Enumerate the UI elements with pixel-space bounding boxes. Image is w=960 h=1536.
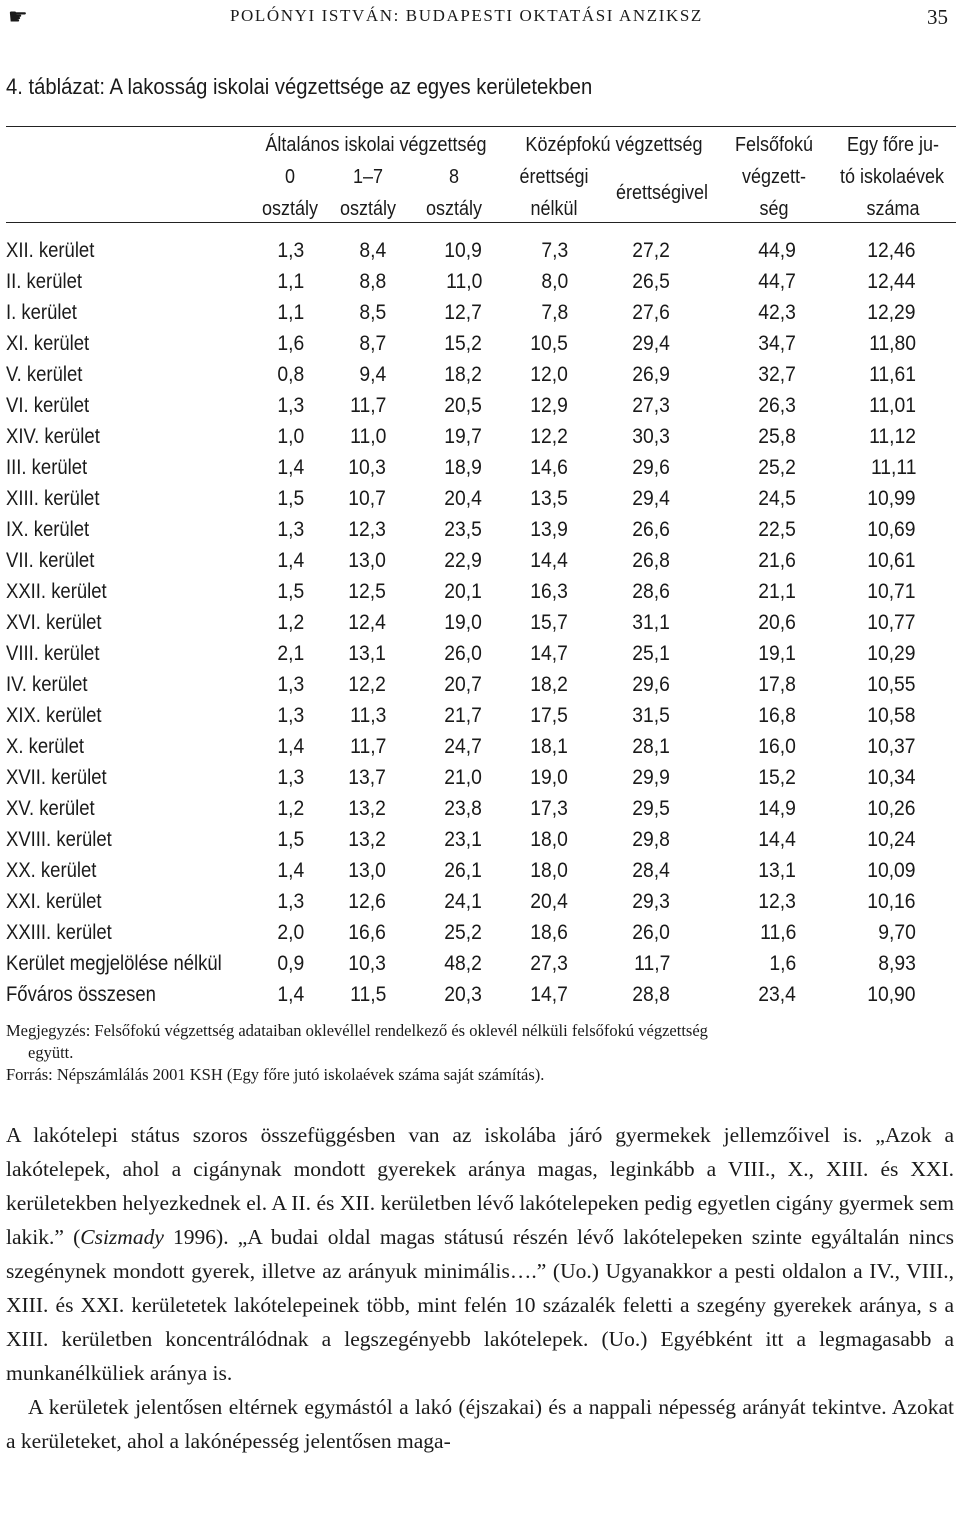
cell-0-osztaly: 2,0 (277, 921, 304, 944)
cell-8-osztaly: 24,7 (444, 735, 482, 758)
cell-erettsegi-nelkul: 12,9 (530, 394, 568, 417)
table-row (6, 329, 956, 359)
cell-8-osztaly: 23,1 (444, 828, 482, 851)
cell-0-osztaly: 1,4 (277, 735, 304, 758)
cell-erettsegi-nelkul: 14,7 (530, 983, 568, 1006)
cell-1-7-osztaly: 11,3 (349, 704, 386, 727)
cell-erettsegi-nelkul: 18,0 (530, 828, 568, 851)
cell-erettsegi-nelkul: 7,3 (541, 239, 568, 262)
cell-iskolaevek: 10,37 (867, 735, 916, 758)
cell-8-osztaly: 19,0 (444, 611, 482, 634)
table-row (6, 639, 956, 669)
cell-8-osztaly: 18,2 (444, 363, 482, 386)
cell-felsofoku: 16,8 (758, 704, 796, 727)
col-header-0-osztaly-2: osztály (261, 198, 319, 220)
cell-erettsegivel: 28,6 (632, 580, 670, 603)
row-label: V. kerület (6, 363, 83, 386)
cell-1-7-osztaly: 12,5 (348, 580, 386, 603)
cell-erettsegi-nelkul: 19,0 (530, 766, 568, 789)
cell-iskolaevek: 10,09 (867, 859, 916, 882)
row-label: XVII. kerület (6, 766, 107, 789)
cell-felsofoku: 20,6 (758, 611, 796, 634)
row-label: X. kerület (6, 735, 85, 758)
col-header-erettsegi-nelkul-2: nélkül (530, 198, 578, 220)
cell-erettsegi-nelkul: 13,5 (530, 487, 568, 510)
cell-erettsegi-nelkul: 17,5 (530, 704, 568, 727)
cell-felsofoku: 25,2 (758, 456, 796, 479)
cell-iskolaevek: 10,26 (867, 797, 916, 820)
cell-8-osztaly: 10,9 (444, 239, 482, 262)
cell-felsofoku: 13,1 (758, 859, 796, 882)
cell-iskolaevek: 10,69 (867, 518, 916, 541)
cell-erettsegivel: 28,1 (632, 735, 670, 758)
cell-0-osztaly: 1,3 (277, 766, 304, 789)
cell-felsofoku: 12,3 (758, 890, 796, 913)
group-header-altalanos: Általános iskolai végzettség (265, 134, 487, 156)
citation-author: Csizmady (80, 1225, 164, 1249)
cell-erettsegi-nelkul: 17,3 (530, 797, 568, 820)
col-header-iskolaevek-1: Egy főre ju- (846, 134, 940, 156)
row-label: XIV. kerület (6, 425, 100, 448)
cell-8-osztaly: 15,2 (444, 332, 482, 355)
cell-0-osztaly: 1,3 (277, 890, 304, 913)
cell-0-osztaly: 1,2 (277, 797, 304, 820)
table-row (6, 391, 956, 421)
table-header-rule (6, 222, 956, 223)
table-row (6, 980, 956, 1010)
running-head (0, 0, 960, 40)
row-label: I. kerület (6, 301, 77, 324)
table-row (6, 949, 956, 979)
cell-erettsegivel: 27,2 (632, 239, 670, 262)
cell-erettsegivel: 26,6 (632, 518, 670, 541)
cell-felsofoku: 24,5 (758, 487, 796, 510)
row-label: Főváros összesen (6, 983, 156, 1006)
cell-0-osztaly: 1,4 (277, 549, 304, 572)
row-label: II. kerület (6, 270, 83, 293)
cell-0-osztaly: 1,5 (277, 487, 304, 510)
col-header-felsofoku-1: Felsőfokú (734, 134, 814, 156)
col-header-felsofoku-2: végzett- (741, 166, 807, 188)
cell-erettsegi-nelkul: 18,1 (530, 735, 568, 758)
cell-0-osztaly: 1,0 (277, 425, 304, 448)
cell-8-osztaly: 12,7 (444, 301, 482, 324)
table-row (6, 887, 956, 917)
cell-1-7-osztaly: 13,2 (348, 797, 386, 820)
cell-erettsegivel: 11,7 (633, 952, 670, 975)
cell-1-7-osztaly: 8,4 (359, 239, 386, 262)
row-label: VII. kerület (6, 549, 95, 572)
table-row (6, 484, 956, 514)
cell-erettsegivel: 26,8 (632, 549, 670, 572)
cell-8-osztaly: 21,0 (444, 766, 482, 789)
row-label: XXII. kerület (6, 580, 107, 603)
cell-1-7-osztaly: 10,7 (348, 487, 386, 510)
cell-0-osztaly: 1,4 (277, 983, 304, 1006)
cell-0-osztaly: 1,4 (277, 859, 304, 882)
row-label: VIII. kerület (6, 642, 100, 665)
cell-felsofoku: 26,3 (758, 394, 796, 417)
table-row (6, 918, 956, 948)
cell-erettsegi-nelkul: 12,0 (530, 363, 568, 386)
col-header-1-7-osztaly-2: osztály (339, 198, 397, 220)
cell-iskolaevek: 11,80 (869, 332, 916, 355)
col-header-iskolaevek-2: tó iskolaévek (839, 166, 945, 188)
cell-iskolaevek: 10,24 (867, 828, 916, 851)
cell-0-osztaly: 1,1 (277, 270, 304, 293)
row-label: Kerület megjelölése nélkül (6, 952, 222, 975)
col-header-0-osztaly-1: 0 (284, 166, 296, 188)
cell-0-osztaly: 1,4 (277, 456, 304, 479)
row-label: XXI. kerület (6, 890, 102, 913)
table-row (6, 515, 956, 545)
table-row (6, 701, 956, 731)
cell-8-osztaly: 20,7 (444, 673, 482, 696)
cell-felsofoku: 14,9 (758, 797, 796, 820)
cell-1-7-osztaly: 12,2 (348, 673, 386, 696)
cell-1-7-osztaly: 16,6 (348, 921, 386, 944)
cell-8-osztaly: 20,3 (444, 983, 482, 1006)
cell-8-osztaly: 23,5 (444, 518, 482, 541)
cell-8-osztaly: 19,7 (444, 425, 482, 448)
cell-erettsegivel: 29,6 (632, 673, 670, 696)
cell-8-osztaly: 48,2 (444, 952, 482, 975)
row-label: XXIII. kerület (6, 921, 112, 944)
cell-8-osztaly: 18,9 (444, 456, 482, 479)
row-label: XV. kerület (6, 797, 95, 820)
cell-felsofoku: 21,1 (758, 580, 796, 603)
cell-felsofoku: 19,1 (758, 642, 796, 665)
cell-8-osztaly: 24,1 (444, 890, 482, 913)
table-row (6, 825, 956, 855)
cell-erettsegi-nelkul: 16,3 (530, 580, 568, 603)
cell-iskolaevek: 11,61 (869, 363, 916, 386)
cell-felsofoku: 16,0 (758, 735, 796, 758)
row-label: XX. kerület (6, 859, 97, 882)
col-header-erettsegivel: érettségivel (615, 182, 709, 204)
table-row (6, 546, 956, 576)
row-label: VI. kerület (6, 394, 90, 417)
cell-felsofoku: 1,6 (769, 952, 796, 975)
cell-1-7-osztaly: 13,1 (348, 642, 386, 665)
cell-8-osztaly: 25,2 (444, 921, 482, 944)
cell-erettsegi-nelkul: 14,6 (530, 456, 568, 479)
page-number: 35 (927, 5, 948, 29)
cell-erettsegi-nelkul: 18,0 (530, 859, 568, 882)
cell-iskolaevek: 10,77 (867, 611, 916, 634)
cell-1-7-osztaly: 12,3 (348, 518, 386, 541)
table-notes (6, 1020, 946, 1086)
col-header-erettsegi-nelkul-1: érettségi (519, 166, 589, 188)
cell-iskolaevek: 9,70 (878, 921, 916, 944)
cell-erettsegivel: 26,9 (632, 363, 670, 386)
cell-0-osztaly: 1,3 (277, 704, 304, 727)
cell-iskolaevek: 12,46 (867, 239, 916, 262)
cell-erettsegivel: 29,5 (632, 797, 670, 820)
cell-erettsegi-nelkul: 8,0 (541, 270, 568, 293)
cell-erettsegivel: 26,0 (632, 921, 670, 944)
cell-1-7-osztaly: 13,7 (348, 766, 386, 789)
cell-0-osztaly: 1,5 (277, 828, 304, 851)
table-row (6, 732, 956, 762)
cell-erettsegi-nelkul: 12,2 (530, 425, 568, 448)
cell-1-7-osztaly: 12,4 (348, 611, 386, 634)
col-header-8-osztaly-1: 8 (448, 166, 460, 188)
cell-erettsegi-nelkul: 14,4 (530, 549, 568, 572)
cell-1-7-osztaly: 8,7 (359, 332, 386, 355)
cell-0-osztaly: 1,3 (277, 394, 304, 417)
paragraph-2: A kerületek jelentősen eltérnek egymástól a lakó (éjszakai) és a nappali népesség arányát tekintve. Azokat a kerületeket, ahol a lakónépesség jelentősen maga- (6, 1395, 954, 1453)
table-row (6, 577, 956, 607)
cell-1-7-osztaly: 13,0 (348, 549, 386, 572)
source-line: Forrás: Népszámlálás 2001 KSH (Egy főre jutó iskolaévek száma saját számítás). (6, 1065, 545, 1084)
cell-8-osztaly: 26,1 (444, 859, 482, 882)
row-label: III. kerület (6, 456, 88, 479)
row-label: IX. kerület (6, 518, 90, 541)
table-row (6, 267, 956, 297)
table-row (6, 856, 956, 886)
cell-1-7-osztaly: 9,4 (359, 363, 386, 386)
cell-erettsegivel: 29,3 (632, 890, 670, 913)
cell-erettsegivel: 29,9 (632, 766, 670, 789)
cell-0-osztaly: 1,1 (277, 301, 304, 324)
cell-erettsegivel: 29,8 (632, 828, 670, 851)
cell-iskolaevek: 10,99 (867, 487, 916, 510)
cell-8-osztaly: 22,9 (444, 549, 482, 572)
cell-iskolaevek: 10,58 (867, 704, 916, 727)
cell-erettsegivel: 28,4 (632, 859, 670, 882)
cell-0-osztaly: 1,6 (277, 332, 304, 355)
cell-erettsegi-nelkul: 10,5 (530, 332, 568, 355)
cell-felsofoku: 34,7 (758, 332, 796, 355)
cell-erettsegi-nelkul: 18,6 (530, 921, 568, 944)
cell-erettsegivel: 27,3 (632, 394, 670, 417)
cell-iskolaevek: 8,93 (878, 952, 916, 975)
cell-erettsegi-nelkul: 15,7 (530, 611, 568, 634)
cell-0-osztaly: 0,8 (277, 363, 304, 386)
cell-erettsegivel: 25,1 (632, 642, 670, 665)
cell-iskolaevek: 10,71 (867, 580, 916, 603)
cell-erettsegi-nelkul: 20,4 (530, 890, 568, 913)
cell-0-osztaly: 1,2 (277, 611, 304, 634)
cell-1-7-osztaly: 11,5 (349, 983, 386, 1006)
cell-8-osztaly: 20,5 (444, 394, 482, 417)
row-label: XII. kerület (6, 239, 95, 262)
cell-erettsegivel: 28,8 (632, 983, 670, 1006)
cell-erettsegivel: 27,6 (632, 301, 670, 324)
cell-erettsegivel: 29,4 (632, 487, 670, 510)
cell-felsofoku: 42,3 (758, 301, 796, 324)
group-header-kozepfoku: Középfokú végzettség (525, 134, 703, 156)
cell-felsofoku: 22,5 (758, 518, 796, 541)
table-row (6, 608, 956, 638)
table-row (6, 453, 956, 483)
cell-iskolaevek: 10,55 (867, 673, 916, 696)
cell-iskolaevek: 10,16 (867, 890, 916, 913)
hand-pointer-icon: ☛ (8, 4, 28, 29)
cell-erettsegi-nelkul: 27,3 (530, 952, 568, 975)
cell-1-7-osztaly: 10,3 (348, 952, 386, 975)
cell-iskolaevek: 10,61 (867, 549, 916, 572)
col-header-felsofoku-3: ség (759, 198, 789, 220)
cell-1-7-osztaly: 10,3 (348, 456, 386, 479)
cell-1-7-osztaly: 12,6 (348, 890, 386, 913)
table-row (6, 236, 956, 266)
row-label: XI. kerület (6, 332, 90, 355)
cell-8-osztaly: 21,7 (444, 704, 482, 727)
paragraph-1-part-1: A lakótelepi státus szoros összefüggésben van az iskolába járó gyermekek jellemzőivel is. „Azok a lakótelepek, ahol a cigánynak mondott gyerekek aránya magas, leginkább a VIII., X., XIII. és XXI. kerületekben helyezkednek el. A II. és XII. kerületben lévő lakótelepeken pedig egyetlen cigány gyermek sem lakik.” ( (6, 1123, 954, 1249)
cell-erettsegivel: 31,1 (632, 611, 670, 634)
row-label: XVI. kerület (6, 611, 102, 634)
cell-iskolaevek: 11,12 (869, 425, 916, 448)
row-label: XIX. kerület (6, 704, 102, 727)
cell-8-osztaly: 23,8 (444, 797, 482, 820)
cell-iskolaevek: 12,44 (867, 270, 916, 293)
cell-iskolaevek: 12,29 (867, 301, 916, 324)
col-header-1-7-osztaly-1: 1–7 (352, 166, 384, 188)
table-caption: 4. táblázat: A lakosság iskolai végzettsége az egyes kerületekben (6, 74, 593, 99)
cell-8-osztaly: 20,4 (444, 487, 482, 510)
row-label: IV. kerület (6, 673, 88, 696)
cell-1-7-osztaly: 8,5 (359, 301, 386, 324)
cell-felsofoku: 25,8 (758, 425, 796, 448)
cell-felsofoku: 17,8 (758, 673, 796, 696)
table-row (6, 794, 956, 824)
cell-iskolaevek: 10,34 (867, 766, 916, 789)
cell-iskolaevek: 10,90 (867, 983, 916, 1006)
cell-erettsegivel: 26,5 (632, 270, 670, 293)
cell-iskolaevek: 11,11 (870, 456, 916, 479)
cell-felsofoku: 23,4 (758, 983, 796, 1006)
cell-0-osztaly: 1,5 (277, 580, 304, 603)
cell-1-7-osztaly: 11,0 (349, 425, 386, 448)
cell-1-7-osztaly: 8,8 (359, 270, 386, 293)
cell-felsofoku: 21,6 (758, 549, 796, 572)
row-label: XIII. kerület (6, 487, 100, 510)
cell-8-osztaly: 20,1 (444, 580, 482, 603)
cell-0-osztaly: 1,3 (277, 239, 304, 262)
cell-erettsegi-nelkul: 13,9 (530, 518, 568, 541)
cell-erettsegivel: 29,4 (632, 332, 670, 355)
cell-erettsegivel: 29,6 (632, 456, 670, 479)
cell-1-7-osztaly: 11,7 (349, 394, 386, 417)
table-row (6, 422, 956, 452)
cell-erettsegi-nelkul: 14,7 (530, 642, 568, 665)
note-line-1: Megjegyzés: Felsőfokú végzettség adataiban oklevéllel rendelkező és oklevél nélküli felsőfokú végzettség (6, 1021, 708, 1040)
cell-1-7-osztaly: 11,7 (349, 735, 386, 758)
running-head-title: POLÓNYI ISTVÁN: BUDAPESTI OKTATÁSI ANZIKSZ (230, 6, 703, 25)
col-header-8-osztaly-2: osztály (425, 198, 483, 220)
cell-felsofoku: 32,7 (758, 363, 796, 386)
paragraph-1-part-2: 1996). „A budai oldal magas státusú részén lévő lakótelepeken szinte egyáltalán nincs szegénynek mondott gyerek, illetve az arányuk minimális….” (Uo.) Ugyanakkor a pesti oldalon a IV., VIII., XIII. és XXI. kerületetek lakótelepeinek több, mint felén 10 százalék feletti a szegény gyerekek aránya, s a XIII. kerületben koncentrálódnak a legszegényebb lakótelepek. (Uo.) Egyébként itt a legmagasabb a munkanélküliek aránya is. (6, 1225, 954, 1385)
cell-felsofoku: 11,6 (759, 921, 796, 944)
cell-felsofoku: 14,4 (758, 828, 796, 851)
col-header-iskolaevek-3: száma (866, 198, 920, 220)
cell-1-7-osztaly: 13,2 (348, 828, 386, 851)
note-line-2: együtt. (28, 1043, 74, 1062)
cell-1-7-osztaly: 13,0 (348, 859, 386, 882)
cell-0-osztaly: 1,3 (277, 518, 304, 541)
cell-8-osztaly: 11,0 (445, 270, 482, 293)
table-row (6, 360, 956, 390)
cell-0-osztaly: 1,3 (277, 673, 304, 696)
cell-erettsegi-nelkul: 7,8 (541, 301, 568, 324)
table-row (6, 763, 956, 793)
cell-0-osztaly: 0,9 (277, 952, 304, 975)
cell-erettsegivel: 30,3 (632, 425, 670, 448)
cell-felsofoku: 44,9 (758, 239, 796, 262)
row-label: XVIII. kerület (6, 828, 112, 851)
cell-0-osztaly: 2,1 (277, 642, 304, 665)
table-row (6, 670, 956, 700)
table-row (6, 298, 956, 328)
table-top-rule (6, 126, 956, 127)
body-text (6, 1118, 954, 1458)
cell-iskolaevek: 11,01 (869, 394, 916, 417)
cell-felsofoku: 44,7 (758, 270, 796, 293)
cell-iskolaevek: 10,29 (867, 642, 916, 665)
cell-8-osztaly: 26,0 (444, 642, 482, 665)
cell-felsofoku: 15,2 (758, 766, 796, 789)
paragraph-1 (6, 1118, 954, 1390)
cell-erettsegi-nelkul: 18,2 (530, 673, 568, 696)
cell-erettsegivel: 31,5 (632, 704, 670, 727)
